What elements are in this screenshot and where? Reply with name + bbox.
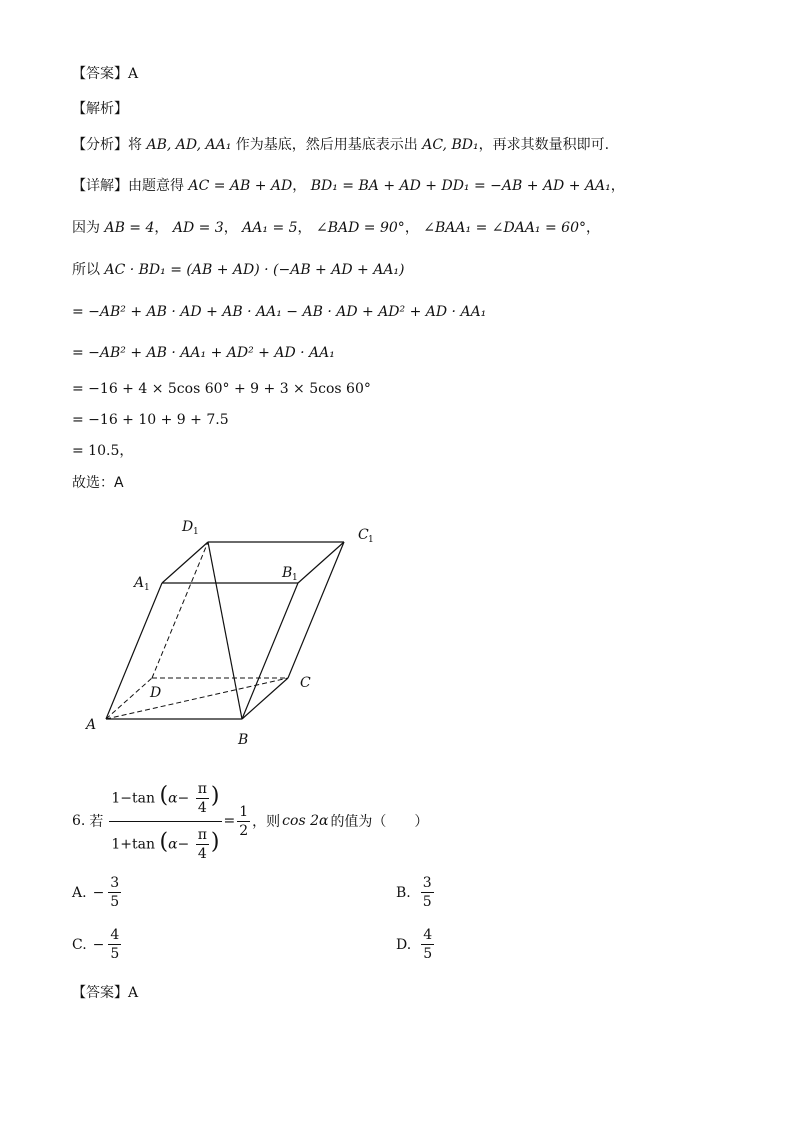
analysis-label: 【解析】 <box>72 101 128 117</box>
label-C: C <box>300 675 311 691</box>
edge-BB1 <box>242 583 298 719</box>
edge-B1C1 <box>298 542 344 583</box>
option-b-num: 3 <box>422 875 432 891</box>
q6-number: 6. <box>72 813 86 829</box>
option-c-key: C. <box>72 936 87 953</box>
step-2-expr: = −AB² + AB · AA₁ + AD² + AD · AA₁ <box>72 345 335 361</box>
fenxi-vectors2: AC, BD₁ <box>422 137 479 153</box>
option-d-fraction <box>421 926 434 963</box>
step-4-expr: = −16 + 10 + 9 + 7.5 <box>72 412 229 428</box>
answer-next-label: 【答案】 <box>72 985 128 1001</box>
given-prefix: 因为 <box>72 220 100 236</box>
option-c[interactable] <box>72 926 123 963</box>
q6-rhs-num: 1 <box>239 803 249 820</box>
option-b-key: B. <box>396 884 411 901</box>
question-6 <box>72 778 428 864</box>
q6-den-pi-over-4 <box>196 826 209 863</box>
q6-num-pi: π <box>197 780 207 797</box>
option-a-sign: − <box>92 884 105 901</box>
step-3-expr: = −16 + 4 × 5cos 60° + 9 + 3 × 5cos 60° <box>72 381 371 397</box>
step-5 <box>72 441 133 461</box>
step-3 <box>72 379 371 399</box>
parallelepiped-figure <box>80 515 380 755</box>
given-line: 因为 AB = 4， AD = 3， AA₁ = 5， ∠BAD = 90°， ∠BAA₁ = ∠DAA₁ = 60°， <box>72 220 600 236</box>
given-c5: ∠BAA₁ = ∠DAA₁ = 60° <box>423 220 586 236</box>
fenxi-text-after: 作为基底，然后用基底表示出 <box>235 137 418 153</box>
option-a-num: 3 <box>110 875 120 891</box>
label-A1: A <box>134 575 145 591</box>
step-0 <box>72 260 405 280</box>
given-c1: AB = 4 <box>104 220 155 236</box>
given-c2: AD = 3 <box>172 220 224 236</box>
xiangjie-label: 【详解】 <box>72 178 128 194</box>
label-A1-sub: 1 <box>144 583 150 593</box>
q6-num-four: 4 <box>197 799 207 816</box>
q6-den-tan: tan <box>132 836 156 852</box>
q6-den-pi: π <box>197 826 207 843</box>
option-a-fraction <box>108 874 121 911</box>
label-D1: D <box>182 519 194 535</box>
q6-equals: = <box>223 813 236 829</box>
fenxi-label: 【分析】 <box>72 137 128 153</box>
fenxi-vectors: AB, AD, AA₁ <box>146 137 232 153</box>
option-d-den: 5 <box>423 946 433 962</box>
answer-label: 【答案】 <box>72 66 128 82</box>
hidden-edge-AD <box>106 678 152 719</box>
label-D: D <box>150 685 162 701</box>
step-0-prefix: 所以 <box>72 262 100 278</box>
answer-line-next <box>72 983 138 1003</box>
q6-rhs-fraction <box>237 803 250 840</box>
q6-tail2: 的值为（ ） <box>330 814 429 830</box>
answer-line-prev <box>72 64 138 84</box>
option-d-key: D. <box>396 936 412 953</box>
step-1-expr: = −AB² + AB · AD + AB · AA₁ − AB · AD + AD² + AD · AA₁ <box>72 304 487 320</box>
label-D1-sub: 1 <box>193 527 199 537</box>
q6-den-one: 1 <box>111 836 121 852</box>
label-C1: C <box>358 527 369 543</box>
step-2 <box>72 343 335 363</box>
step-5-expr: = 10.5， <box>72 443 134 459</box>
q6-expr: cos 2α <box>282 813 329 829</box>
analysis-heading <box>72 99 128 119</box>
label-A: A <box>86 717 97 733</box>
option-d[interactable] <box>396 926 436 963</box>
xiangjie-text: 由题意得 <box>128 178 184 194</box>
choose-text: 故选：A <box>72 475 124 491</box>
option-a-key: A. <box>72 884 87 901</box>
option-d-num: 4 <box>423 927 433 943</box>
q6-tail: ，则 <box>252 814 281 830</box>
edge-CC1 <box>288 542 344 678</box>
fenxi-text-end: ，再求其数量积即可. <box>478 137 610 153</box>
option-c-sign: − <box>92 936 105 953</box>
q6-den-four: 4 <box>197 845 207 862</box>
fenxi-line <box>72 135 609 155</box>
option-c-fraction <box>108 926 121 963</box>
q6-num-one: 1 <box>111 790 121 806</box>
fenxi-text-before: 将 <box>128 137 142 153</box>
q6-rhs-den: 2 <box>239 822 249 839</box>
q6-ruo: 若 <box>89 814 104 830</box>
xiangjie-eq1: AC = AB + AD <box>188 178 293 194</box>
q6-num-tan: tan <box>132 790 156 806</box>
hidden-diagonal-AC <box>106 678 288 719</box>
given-c3: AA₁ = 5 <box>242 220 298 236</box>
option-c-num: 4 <box>110 927 120 943</box>
option-a-den: 5 <box>110 894 120 910</box>
choose-line <box>72 473 124 493</box>
option-b-den: 5 <box>422 894 432 910</box>
xiangjie-line: 【详解】由题意得 AC = AB + AD， BD₁ = BA + AD + DD₁ = −AB + AD + AA₁， <box>72 178 625 194</box>
step-4 <box>72 410 229 430</box>
label-B1-sub: 1 <box>292 573 298 583</box>
label-B: B <box>238 732 249 748</box>
given-c4: ∠BAD = 90° <box>316 220 405 236</box>
edge-BC <box>242 678 288 719</box>
step-1 <box>72 302 486 322</box>
label-C1-sub: 1 <box>368 535 374 545</box>
edge-A1D1 <box>162 542 208 583</box>
option-c-den: 5 <box>110 946 120 962</box>
answer-value: A <box>128 66 139 82</box>
q6-den-alpha: α <box>168 836 178 852</box>
q6-main-fraction: 1−tan (α− $\frac{\pi}{4}$ ) 1+tan (α− $\frac{\pi}{4}$ ) <box>111 780 220 862</box>
option-a[interactable] <box>72 874 123 911</box>
option-b[interactable] <box>396 874 436 911</box>
q6-num-alpha: α <box>168 790 178 806</box>
q6-num-pi-over-4 <box>196 780 209 817</box>
xiangjie-eq2: BD₁ = BA + AD + DD₁ = −AB + AD + AA₁ <box>310 178 611 194</box>
step-0-expr: AC · BD₁ = (AB + AD) · (−AB + AD + AA₁) <box>104 262 405 278</box>
hidden-edge-DD1 <box>152 542 208 678</box>
label-B1: B <box>282 565 293 581</box>
option-b-fraction <box>421 874 434 911</box>
answer-next-value: A <box>128 985 139 1001</box>
